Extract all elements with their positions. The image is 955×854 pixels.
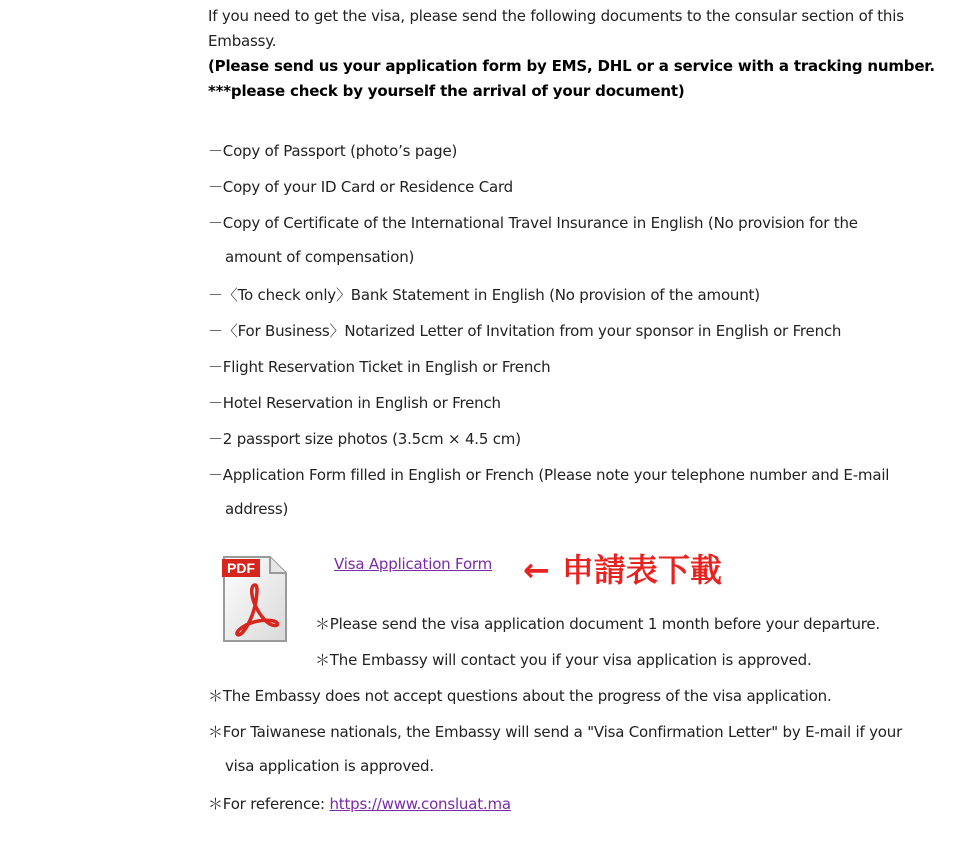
left-arrow-icon: ← — [523, 551, 550, 589]
reference-label: ＊For reference: — [208, 795, 330, 813]
doc-item-bank-statement: －〈To check only〉Bank Statement in English (No provision of the amount) — [208, 286, 760, 304]
doc-item-application-form-cont: address) — [225, 500, 289, 518]
doc-item-id-card: －Copy of your ID Card or Residence Card — [208, 178, 514, 196]
doc-item-passport: －Copy of Passport (photo’s page) — [208, 142, 458, 160]
note-send-one-month: ＊Please send the visa application document 1 month before your departure. — [315, 615, 881, 633]
pdf-file-icon[interactable] — [220, 553, 290, 645]
doc-item-hotel: －Hotel Reservation in English or French — [208, 394, 501, 412]
download-annotation-text: 申請表下載 — [561, 551, 722, 589]
doc-item-flight: －Flight Reservation Ticket in English or French — [208, 358, 551, 376]
note-embassy-contact: ＊The Embassy will contact you if your visa application is approved. — [315, 651, 812, 669]
reference-url-link[interactable]: https://www.consluat.ma — [329, 795, 511, 813]
note-taiwanese-nationals-cont: visa application is approved. — [225, 757, 434, 775]
intro-text-line1: If you need to get the visa, please send the following documents to the consular section of this — [208, 7, 904, 25]
tracking-notice-line2: ***please check by yourself the arrival of your document) — [208, 82, 685, 100]
note-no-progress-questions: ＊The Embassy does not accept questions about the progress of the visa application. — [208, 687, 832, 705]
intro-text-line2: Embassy. — [208, 32, 277, 50]
doc-item-insurance-cont: amount of compensation) — [225, 248, 415, 266]
download-annotation — [523, 545, 722, 591]
doc-item-application-form: －Application Form filled in English or French (Please note your telephone number and E-mail — [208, 466, 890, 484]
note-taiwanese-nationals: ＊For Taiwanese nationals, the Embassy will send a "Visa Confirmation Letter" by E-mail if your — [208, 723, 903, 741]
doc-item-invitation-letter: －〈For Business〉Notarized Letter of Invitation from your sponsor in English or French — [208, 322, 842, 340]
doc-item-photos: －2 passport size photos (3.5cm × 4.5 cm) — [208, 430, 521, 448]
reference-line — [208, 793, 511, 814]
visa-application-form-link[interactable]: Visa Application Form — [334, 555, 493, 573]
tracking-notice-line1: (Please send us your application form by EMS, DHL or a service with a tracking number. — [208, 57, 935, 75]
doc-item-insurance: －Copy of Certificate of the International Travel Insurance in English (No provision for the — [208, 214, 858, 232]
svg-text:PDF: PDF — [227, 560, 255, 576]
